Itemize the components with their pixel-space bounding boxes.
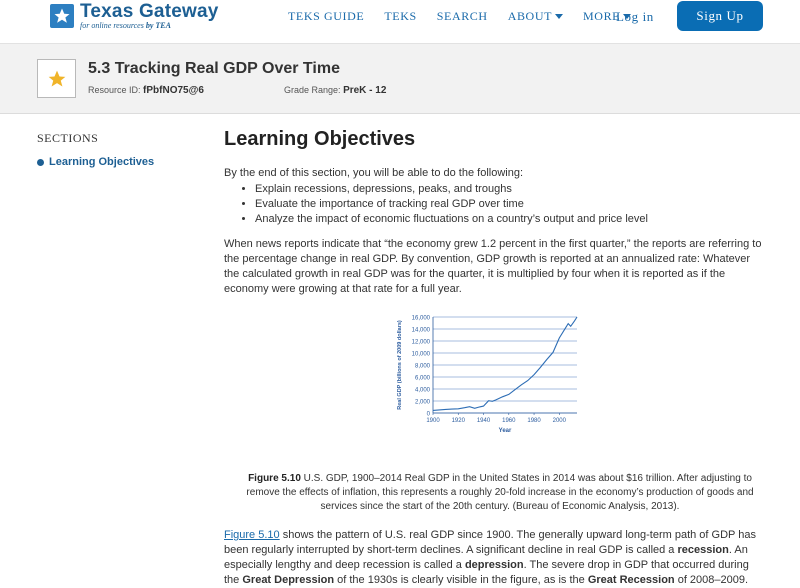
x-tick-label: 1900 bbox=[426, 418, 440, 424]
sidebar-item-label: Learning Objectives bbox=[49, 156, 155, 168]
nav-search[interactable]: SEARCH bbox=[436, 9, 488, 23]
y-tick-label: 0 bbox=[426, 411, 430, 418]
gdp-line-chart bbox=[390, 311, 590, 436]
nav-teks-guide[interactable]: TEKS GUIDE bbox=[288, 9, 365, 23]
list-item: • Explain recessions, depressions, peaks, and troughs bbox=[255, 182, 762, 197]
favorite-button[interactable] bbox=[37, 59, 76, 98]
objectives-list bbox=[224, 182, 762, 227]
y-tick-label: 2,000 bbox=[414, 399, 430, 406]
figure-link[interactable]: Figure 5.10 bbox=[224, 529, 280, 541]
bullet-dot-icon bbox=[37, 159, 44, 166]
gdp-chart bbox=[390, 311, 590, 441]
x-tick-label: 1920 bbox=[451, 418, 465, 424]
signup-button[interactable]: Sign Up bbox=[677, 1, 763, 31]
y-tick-label: 16,000 bbox=[411, 315, 430, 322]
main-content bbox=[224, 124, 762, 297]
x-tick-label: 1960 bbox=[502, 418, 516, 424]
y-tick-label: 14,000 bbox=[411, 327, 430, 334]
nav-more[interactable]: MORE bbox=[583, 9, 631, 24]
y-tick-label: 4,000 bbox=[414, 387, 430, 394]
x-tick-label: 2000 bbox=[552, 418, 566, 424]
list-item: • Evaluate the importance of tracking real GDP over time bbox=[255, 197, 762, 212]
y-tick-label: 8,000 bbox=[414, 363, 430, 370]
star-logo-icon bbox=[50, 4, 74, 28]
paragraph: When news reports indicate that “the economy grew 1.2 percent in the first quarter,” the reports are referring to the percentage change in real GDP. By convention, GDP growth is reported at an annualized rate: Whatever the calculated growth in real GDP was for the quarter, it is multiplied by four when it is reported as if the economy were growing at that rate for a full year. bbox=[224, 238, 762, 295]
y-axis-label: Real GDP (billions of 2009 dollars) bbox=[397, 320, 403, 410]
logo-title: Texas Gateway bbox=[80, 1, 219, 22]
x-tick-label: 1980 bbox=[527, 418, 541, 424]
x-axis-label: Year bbox=[498, 428, 512, 434]
grade-range: Grade Range: PreK - 12 bbox=[284, 85, 387, 96]
figure-caption: Figure 5.10 U.S. GDP, 1900–2014 Real GDP in the United States in 2014 was about $16 trillion. After adjusting to remove the effects of inflation, this represents a roughly 20-fold increase in the economy’s production of goods and services since the start of the 20th century. (Bureau of Economic Analysis, 2013). bbox=[246, 473, 754, 512]
main-nav bbox=[288, 9, 651, 24]
section-heading: Learning Objectives bbox=[224, 128, 416, 150]
resource-id: Resource ID: fPbfNO75@6 bbox=[88, 85, 204, 96]
y-tick-label: 10,000 bbox=[411, 351, 430, 358]
sections-heading: SECTIONS bbox=[37, 131, 99, 145]
texas-gateway-logo[interactable] bbox=[50, 2, 219, 30]
top-navigation-bar bbox=[0, 0, 800, 44]
nav-teks[interactable]: TEKS bbox=[384, 9, 417, 23]
x-tick-label: 1940 bbox=[476, 418, 491, 424]
resource-title: 5.3 Tracking Real GDP Over Time bbox=[88, 60, 340, 77]
nav-about[interactable]: ABOUT bbox=[508, 9, 563, 24]
chevron-down-icon bbox=[555, 14, 563, 19]
login-link[interactable]: Log in bbox=[616, 9, 654, 24]
paragraph: Figure 5.10 shows the pattern of U.S. real GDP since 1900. The generally upward long-term path of GDP has been regularly interrupted by short-term declines. A significant decline in real GDP is called a recession. An especially lengthy and deep recession is called a depression. The severe drop in GDP that occurred during the Great Depression of the 1930s is clearly visible in the figure, as is the Great Recession of 2008–2009. bbox=[224, 529, 756, 586]
logo-subtitle: for online resources by TEA bbox=[80, 21, 171, 30]
star-icon bbox=[47, 69, 67, 89]
list-item: • Analyze the impact of economic fluctuations on a country’s output and price level bbox=[255, 212, 762, 227]
intro-text: By the end of this section, you will be able to do the following: bbox=[224, 167, 524, 179]
resource-header bbox=[0, 44, 800, 114]
y-tick-label: 12,000 bbox=[411, 339, 430, 346]
y-tick-label: 6,000 bbox=[414, 375, 430, 382]
sidebar-item-learning-objectives[interactable] bbox=[37, 156, 154, 168]
gdp-series-line bbox=[433, 317, 577, 410]
